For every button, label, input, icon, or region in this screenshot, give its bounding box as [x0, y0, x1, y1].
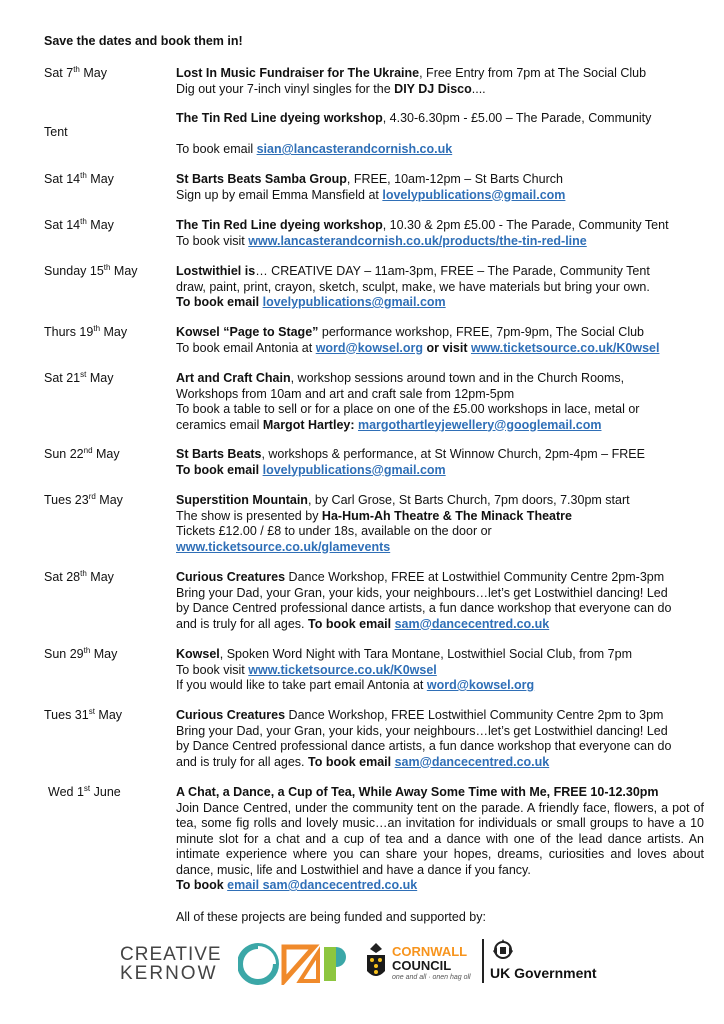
email-link[interactable]: lovelypublications@gmail.com: [262, 295, 446, 309]
event-description: Join Dance Centred, under the community tent on the parade. A friendly face, flowers, a pot of tea, some fig rolls and lovely music…an invitation for individuals or small groups to have a 10 minute slot for a chat and a cup of tea and a dance with one of the lead dance artists. An intimate experience where you can share your hopes, dreams, curiosities and loves about dance, music, life and Lostwithiel and have a dance if you fancy.: [176, 800, 704, 877]
event-details: St Barts Beats Samba Group, FREE, 10am-12pm – St Barts Church Sign up by email Emma Mansfield at lovelypublications@gmail.com: [176, 172, 566, 202]
event-details: Lostwithiel is… CREATIVE DAY – 11am-3pm, FREE – The Parade, Community Tent draw, paint, print, crayon, sketch, sculpt, make, we have materials but bring your own. To book email lovelypublications@gmail.com: [176, 264, 650, 309]
page-heading: Save the dates and book them in!: [44, 34, 243, 48]
email-link[interactable]: lovelypublications@gmail.com: [262, 462, 446, 477]
event-date: Sunday 15th May: [44, 262, 138, 278]
event-date: Sat 7th May: [44, 64, 107, 80]
email-link[interactable]: sam@dancecentred.co.uk: [394, 616, 550, 631]
uk-government-logo: UK Government: [482, 937, 622, 985]
event-date: Tues 31st May: [44, 706, 123, 722]
event-details: St Barts Beats, workshops & performance, at St Winnow Church, 2pm-4pm – FREE To book email lovelypublications@gmail.com: [176, 447, 645, 477]
email-link[interactable]: email sam@dancecentred.co.uk: [227, 878, 418, 892]
event-details: Superstition Mountain, by Carl Grose, St Barts Church, 7pm doors, 7.30pm start The show is presented by Ha-Hum-Ah Theatre & The Minack Theatre Tickets £12.00 / £8 to under 18s, available on the door or www.ticketsource.co.uk/glamevents: [176, 493, 630, 554]
web-link[interactable]: www.ticketsource.co.uk/glamevents: [176, 539, 391, 554]
event-details: Art and Craft Chain, workshop sessions around town and in the Church Rooms, Workshops from 10am and art and craft sale from 12pm-5pm To book a table to sell or for a place on one of the £5.00 workshops in lace, metal or ceramics email Margot Hartley: margothartleyjewellery@googlemail.com: [176, 371, 640, 432]
event-date: Wed 1st June: [48, 783, 121, 799]
email-link[interactable]: lovelypublications@gmail.com: [382, 187, 566, 202]
email-link[interactable]: sian@lancasterandcornish.co.uk: [256, 142, 453, 156]
event-date: Sun 22nd May: [44, 445, 120, 461]
cornwall-crest-icon: [364, 943, 388, 983]
event-date: Sat 14th May: [44, 216, 114, 232]
web-link[interactable]: www.ticketsource.co.uk/K0wsel: [470, 340, 660, 355]
event-details: Kowsel, Spoken Word Night with Tara Montane, Lostwithiel Social Club, from 7pm To book visit www.ticketsource.co.uk/K0wsel If you would like to take part email Antonia at word@kowsel.org: [176, 647, 632, 692]
event-details: A Chat, a Dance, a Cup of Tea, While Away Some Time with Me, FREE 10-12.30pm Join Dance Centred, under the community tent on the parade. A friendly face, flowers, a pot of tea, some fig rolls and lovely music…an invitation for individuals or small groups to have a 10 minute slot for a chat and a cup of tea and a dance with one of the lead dance artists. An intimate experience where you can share your hopes, dreams, curiosities and loves about dance, music, life and Lostwithiel and have a dance if you fancy. To book email sam@dancecentred.co.uk: [176, 785, 704, 892]
shapes-logo: [238, 943, 356, 985]
wrapped-text: Tent: [44, 125, 68, 139]
event-date: Sat 21st May: [44, 369, 114, 385]
event-details: The Tin Red Line dyeing workshop, 10.30 & 2pm £5.00 - The Parade, Community Tent To book visit www.lancasterandcornish.co.uk/products/the-tin-red-line: [176, 218, 669, 248]
web-link[interactable]: www.lancasterandcornish.co.uk/products/the-tin-red-line: [248, 233, 587, 248]
event-date: Sat 14th May: [44, 170, 114, 186]
event-date: Sat 28th May: [44, 568, 114, 584]
event-details: Curious Creatures Dance Workshop, FREE Lostwithiel Community Centre 2pm to 3pm Bring your Dad, your Gran, your kids, your neighbours…let’s get Lostwithiel dancing! Led by Dance Centred professional dance artists, a fun dance workshop that everyone can do and is truly for all ages. To book email sam@dancecentred.co.uk: [176, 708, 672, 769]
event-date: Tues 23rd May: [44, 491, 123, 507]
email-link[interactable]: word@kowsel.org: [315, 340, 424, 355]
event-details: Curious Creatures Dance Workshop, FREE at Lostwithiel Community Centre 2pm-3pm Bring your Dad, your Gran, your kids, your neighbours…let’s get Lostwithiel dancing! Led by Dance Centred professional dance artists, a fun dance workshop that everyone can do and is truly for all ages. To book email sam@dancecentred.co.uk: [176, 570, 672, 631]
email-link[interactable]: margothartleyjewellery@googlemail.com: [357, 417, 602, 432]
email-link[interactable]: sam@dancecentred.co.uk: [394, 754, 550, 769]
web-link[interactable]: www.ticketsource.co.uk/K0wsel: [248, 662, 437, 677]
email-link[interactable]: word@kowsel.org: [426, 678, 535, 692]
event-details: Lost In Music Fundraiser for The Ukraine, Free Entry from 7pm at The Social Club Dig out your 7-inch vinyl singles for the DIY DJ Disco.... The Tin Red Line dyeing workshop, 4.30-6.30pm - £5.00 – The Parade, Community: [176, 66, 652, 125]
sponsor-logos: CREATIVE KERNOW CORNWALL COUNCIL one and all · onen hag oll UK Government: [120, 935, 620, 990]
royal-arms-icon: [490, 937, 516, 963]
event-date: Thurs 19th May: [44, 323, 128, 339]
event-details: Kowsel “Page to Stage” performance workshop, FREE, 7pm-9pm, The Social Club To book email Antonia at word@kowsel.org or visit www.ticketsource.co.uk/K0wsel: [176, 325, 660, 355]
event-date: Sun 29th May: [44, 645, 118, 661]
funded-by-text: All of these projects are being funded and supported by:: [176, 910, 486, 924]
creative-kernow-logo: CREATIVE KERNOW: [120, 944, 222, 984]
